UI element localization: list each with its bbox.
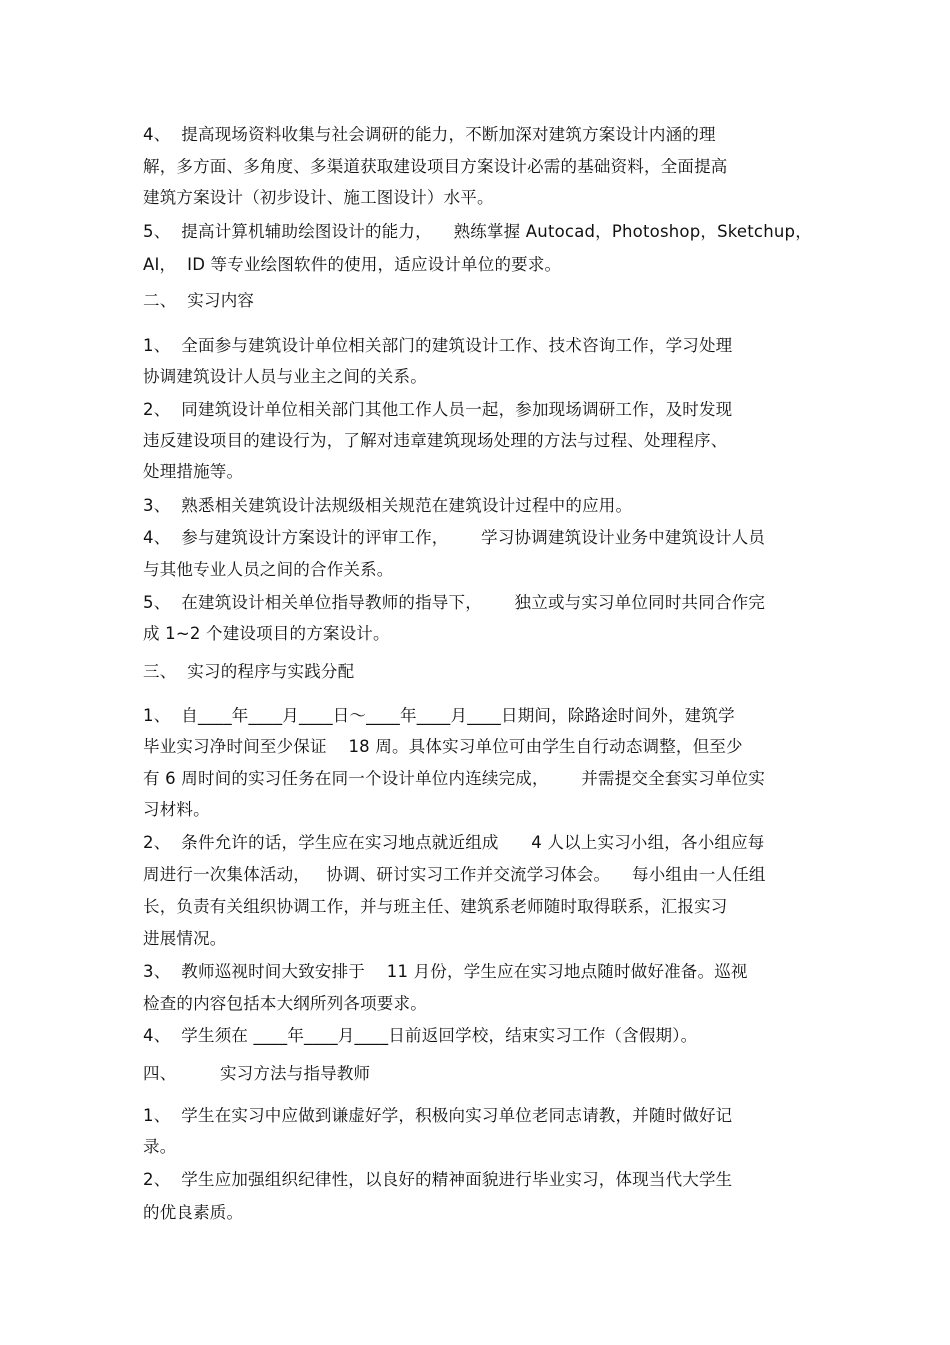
paragraph-line: 违反建设项目的建设行为，了解对违章建筑现场处理的方法与过程、处理程序、 — [143, 431, 728, 450]
paragraph-line: 4、 学生须在 ____年____月____日前返回学校，结束实习工作（含假期）。 — [143, 1026, 698, 1045]
paragraph-line: 解，多方面、多角度、多渠道获取建设项目方案设计必需的基础资料，全面提高 — [143, 157, 728, 176]
paragraph-line: 的优良素质。 — [143, 1203, 244, 1222]
paragraph-line: 3、 熟悉相关建筑设计法规级相关规范在建筑设计过程中的应用。 — [143, 496, 633, 515]
paragraph-line: 习材料。 — [143, 800, 210, 819]
paragraph-line: 2、 同建筑设计单位相关部门其他工作人员一起，参加现场调研工作，及时发现 — [143, 400, 733, 419]
paragraph-line: 与其他专业人员之间的合作关系。 — [143, 560, 394, 579]
paragraph-line: 1、 自____年____月____日～____年____月____日期间，除路途时间外，建筑学 — [143, 706, 735, 725]
paragraph-line: 2、 条件允许的话，学生应在实习地点就近组成 4 人以上实习小组，各小组应每 — [143, 833, 765, 852]
paragraph-line: 1、 学生在实习中应做到谦虚好学，积极向实习单位老同志请教，并随时做好记 — [143, 1106, 733, 1125]
paragraph-line: 5、 提高计算机辅助绘图设计的能力， 熟练掌握 Autocad，Photoshop，Sketchup， — [143, 222, 812, 241]
paragraph-line: 4、 参与建筑设计方案设计的评审工作， 学习协调建筑设计业务中建筑设计人员 — [143, 528, 766, 547]
paragraph-line: 检查的内容包括本大纲所列各项要求。 — [143, 994, 427, 1013]
paragraph-line: 毕业实习净时间至少保证 18 周。具体实习单位可由学生自行动态调整，但至少 — [143, 737, 743, 756]
paragraph-line: 周进行一次集体活动， 协调、研讨实习工作并交流学习体会。 每小组由一人任组 — [143, 865, 766, 884]
section-heading: 三、 实习的程序与实践分配 — [143, 662, 355, 681]
paragraph-line: 有 6 周时间的实习任务在同一个设计单位内连续完成， 并需提交全套实习单位实 — [143, 769, 766, 788]
paragraph-line: AI， ID 等专业绘图软件的使用，适应设计单位的要求。 — [143, 255, 562, 274]
paragraph-line: 录。 — [143, 1137, 177, 1156]
paragraph-line: 4、 提高现场资料收集与社会调研的能力，不断加深对建筑方案设计内涵的理 — [143, 125, 716, 144]
paragraph-line: 处理措施等。 — [143, 462, 244, 481]
paragraph-line: 成 1~2 个建设项目的方案设计。 — [143, 624, 390, 643]
paragraph-line: 建筑方案设计（初步设计、施工图设计）水平。 — [143, 188, 494, 207]
paragraph-line: 1、 全面参与建筑设计单位相关部门的建筑设计工作、技术咨询工作，学习处理 — [143, 336, 733, 355]
section-heading: 二、 实习内容 — [143, 291, 255, 310]
paragraph-line: 3、 教师巡视时间大致安排于 11 月份，学生应在实习地点随时做好准备。巡视 — [143, 962, 748, 981]
paragraph-line: 进展情况。 — [143, 929, 227, 948]
paragraph-line: 长，负责有关组织协调工作，并与班主任、建筑系老师随时取得联系，汇报实习 — [143, 897, 728, 916]
paragraph-line: 协调建筑设计人员与业主之间的关系。 — [143, 367, 427, 386]
paragraph-line: 2、 学生应加强组织纪律性，以良好的精神面貌进行毕业实习，体现当代大学生 — [143, 1170, 733, 1189]
paragraph-line: 5、 在建筑设计相关单位指导教师的指导下， 独立或与实习单位同时共同合作完 — [143, 593, 766, 612]
section-heading: 四、 实习方法与指导教师 — [143, 1064, 371, 1083]
